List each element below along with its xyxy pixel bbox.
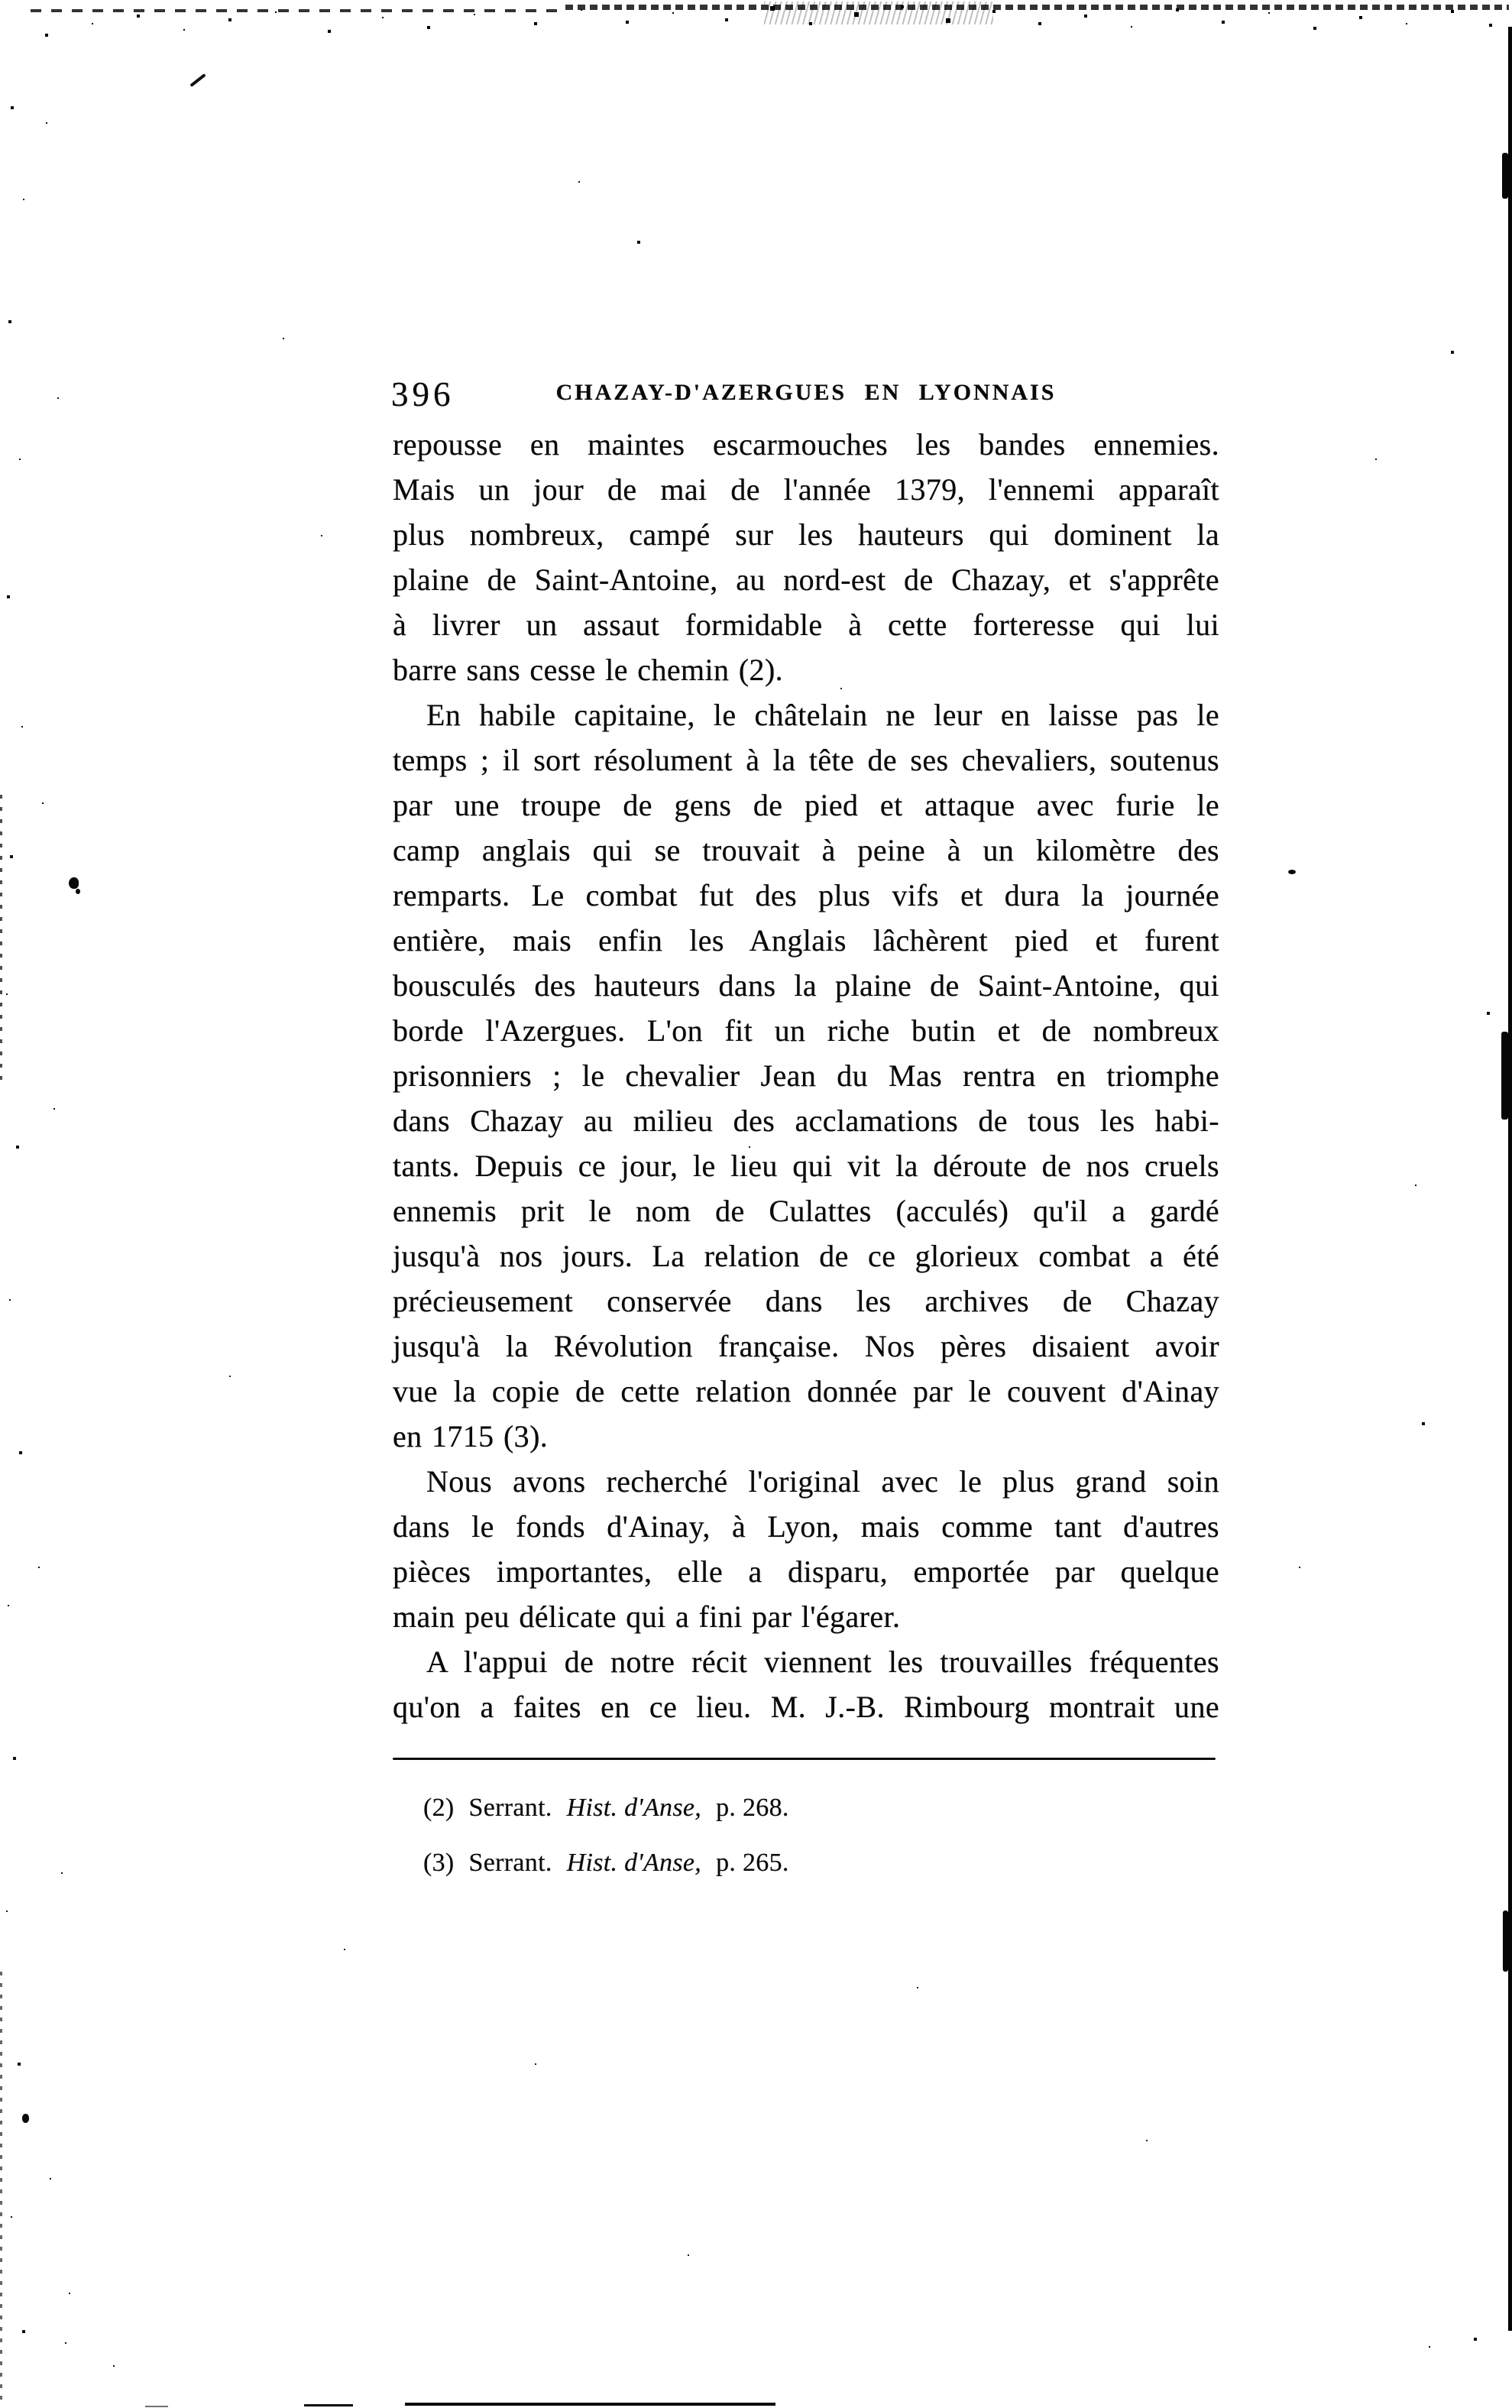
footnote-work-title: Hist. d'Anse, xyxy=(566,1794,702,1822)
text-line: jusqu'à la Révolution française. Nos pères disaient avoir xyxy=(393,1329,1219,1363)
text-line: Mais un jour de mai de l'année 1379, l'ennemi apparaît xyxy=(393,472,1219,507)
footnote-page-ref: p. 265. xyxy=(716,1849,789,1877)
text-line: dans le fonds d'Ainay, à Lyon, mais comme tant d'autres xyxy=(393,1509,1219,1544)
text-line: temps ; il sort résolument à la tête de ses chevaliers, soutenus xyxy=(393,743,1219,777)
footnote-page-ref: p. 268. xyxy=(716,1794,789,1822)
text-line: bousculés des hauteurs dans la plaine de Saint-Antoine, qui xyxy=(393,968,1219,1003)
text-line: camp anglais qui se trouvait à peine à un kilomètre des xyxy=(393,833,1219,867)
scan-edge-line xyxy=(1508,27,1512,2331)
text-line: tants. Depuis ce jour, le lieu qui vit la déroute de nos cruels xyxy=(393,1149,1219,1183)
text-line: jusqu'à nos jours. La relation de ce glorieux combat a été xyxy=(393,1239,1219,1273)
text-line: prisonniers ; le chevalier Jean du Mas rentra en triomphe xyxy=(393,1058,1219,1093)
footnote-author: Serrant. xyxy=(468,1849,552,1877)
text-line: dans Chazay au milieu des acclamations de tous les habi- xyxy=(393,1104,1219,1138)
text-line: qu'on a faites en ce lieu. M. J.-B. Rimbourg montrait une xyxy=(393,1690,1219,1724)
scan-noise-cluster xyxy=(764,2,993,24)
text-line: entière, mais enfin les Anglais lâchèrent pied et furent xyxy=(393,923,1219,958)
scan-stray-mark xyxy=(189,73,206,87)
scan-edge-blot xyxy=(1501,1032,1508,1120)
running-header: CHAZAY-D'AZERGUES EN LYONNAIS xyxy=(555,380,1057,405)
text-line: plaine de Saint-Antoine, au nord-est de Chazay, et s'apprête xyxy=(393,562,1219,597)
footnote-work-title: Hist. d'Anse, xyxy=(566,1849,702,1877)
scan-edge-dashes xyxy=(0,1972,2,2400)
text-line: borde l'Azergues. L'on fit un riche butin et de nombreux xyxy=(393,1013,1219,1048)
text-line: repousse en maintes escarmouches les bandes ennemies. xyxy=(393,427,1219,462)
text-line: barre sans cesse le chemin (2). xyxy=(393,653,784,687)
footnote-marker: (3) xyxy=(423,1849,455,1877)
text-line: remparts. Le combat fut des plus vifs et dura la journée xyxy=(393,878,1219,912)
scan-edge-blot xyxy=(1503,1911,1508,1972)
scan-speckles xyxy=(0,0,2,2)
text-column xyxy=(393,422,1219,1729)
footnote-author: Serrant. xyxy=(468,1794,552,1822)
ink-blot xyxy=(1288,870,1296,874)
text-line: Nous avons recherché l'original avec le plus grand soin xyxy=(426,1464,1219,1499)
footnote xyxy=(393,1781,1219,1836)
scan-edge-blot xyxy=(1502,153,1508,199)
text-line: A l'appui de notre récit viennent les trouvailles fréquentes xyxy=(426,1645,1219,1679)
text-line: plus nombreux, campé sur les hauteurs qui dominent la xyxy=(393,517,1219,552)
text-line: main peu délicate qui a fini par l'égarer. xyxy=(393,1599,901,1634)
footnote xyxy=(393,1836,1219,1891)
scan-bottom-line xyxy=(304,2404,353,2406)
ink-blot xyxy=(69,877,79,889)
footnotes xyxy=(393,1781,1219,1891)
text-line: en 1715 (3). xyxy=(393,1419,549,1454)
scan-noise-top-dash xyxy=(565,5,1509,10)
scan-bottom-line xyxy=(405,2403,775,2406)
text-line: précieusement conservée dans les archives de Chazay xyxy=(393,1284,1219,1318)
text-line: ennemis prit le nom de Culattes (acculés) qu'il a gardé xyxy=(393,1194,1219,1228)
footnote-separator xyxy=(393,1758,1216,1760)
page-number: 396 xyxy=(391,375,455,413)
scan-bottom-line xyxy=(145,2406,168,2407)
text-line: pièces importantes, elle a disparu, emportée par quelque xyxy=(393,1554,1219,1589)
footnote-marker: (2) xyxy=(423,1794,455,1822)
ink-blot xyxy=(76,889,80,894)
ink-blot xyxy=(22,2114,29,2123)
scan-noise-top-dash xyxy=(31,9,558,12)
text-line: vue la copie de cette relation donnée par le couvent d'Ainay xyxy=(393,1374,1219,1408)
text-line: à livrer un assaut formidable à cette forteresse qui lui xyxy=(393,608,1219,642)
text-line: En habile capitaine, le châtelain ne leur en laisse pas le xyxy=(426,698,1219,732)
text-line: par une troupe de gens de pied et attaque avec furie le xyxy=(393,788,1219,822)
scan-edge-dashes xyxy=(0,795,2,1085)
